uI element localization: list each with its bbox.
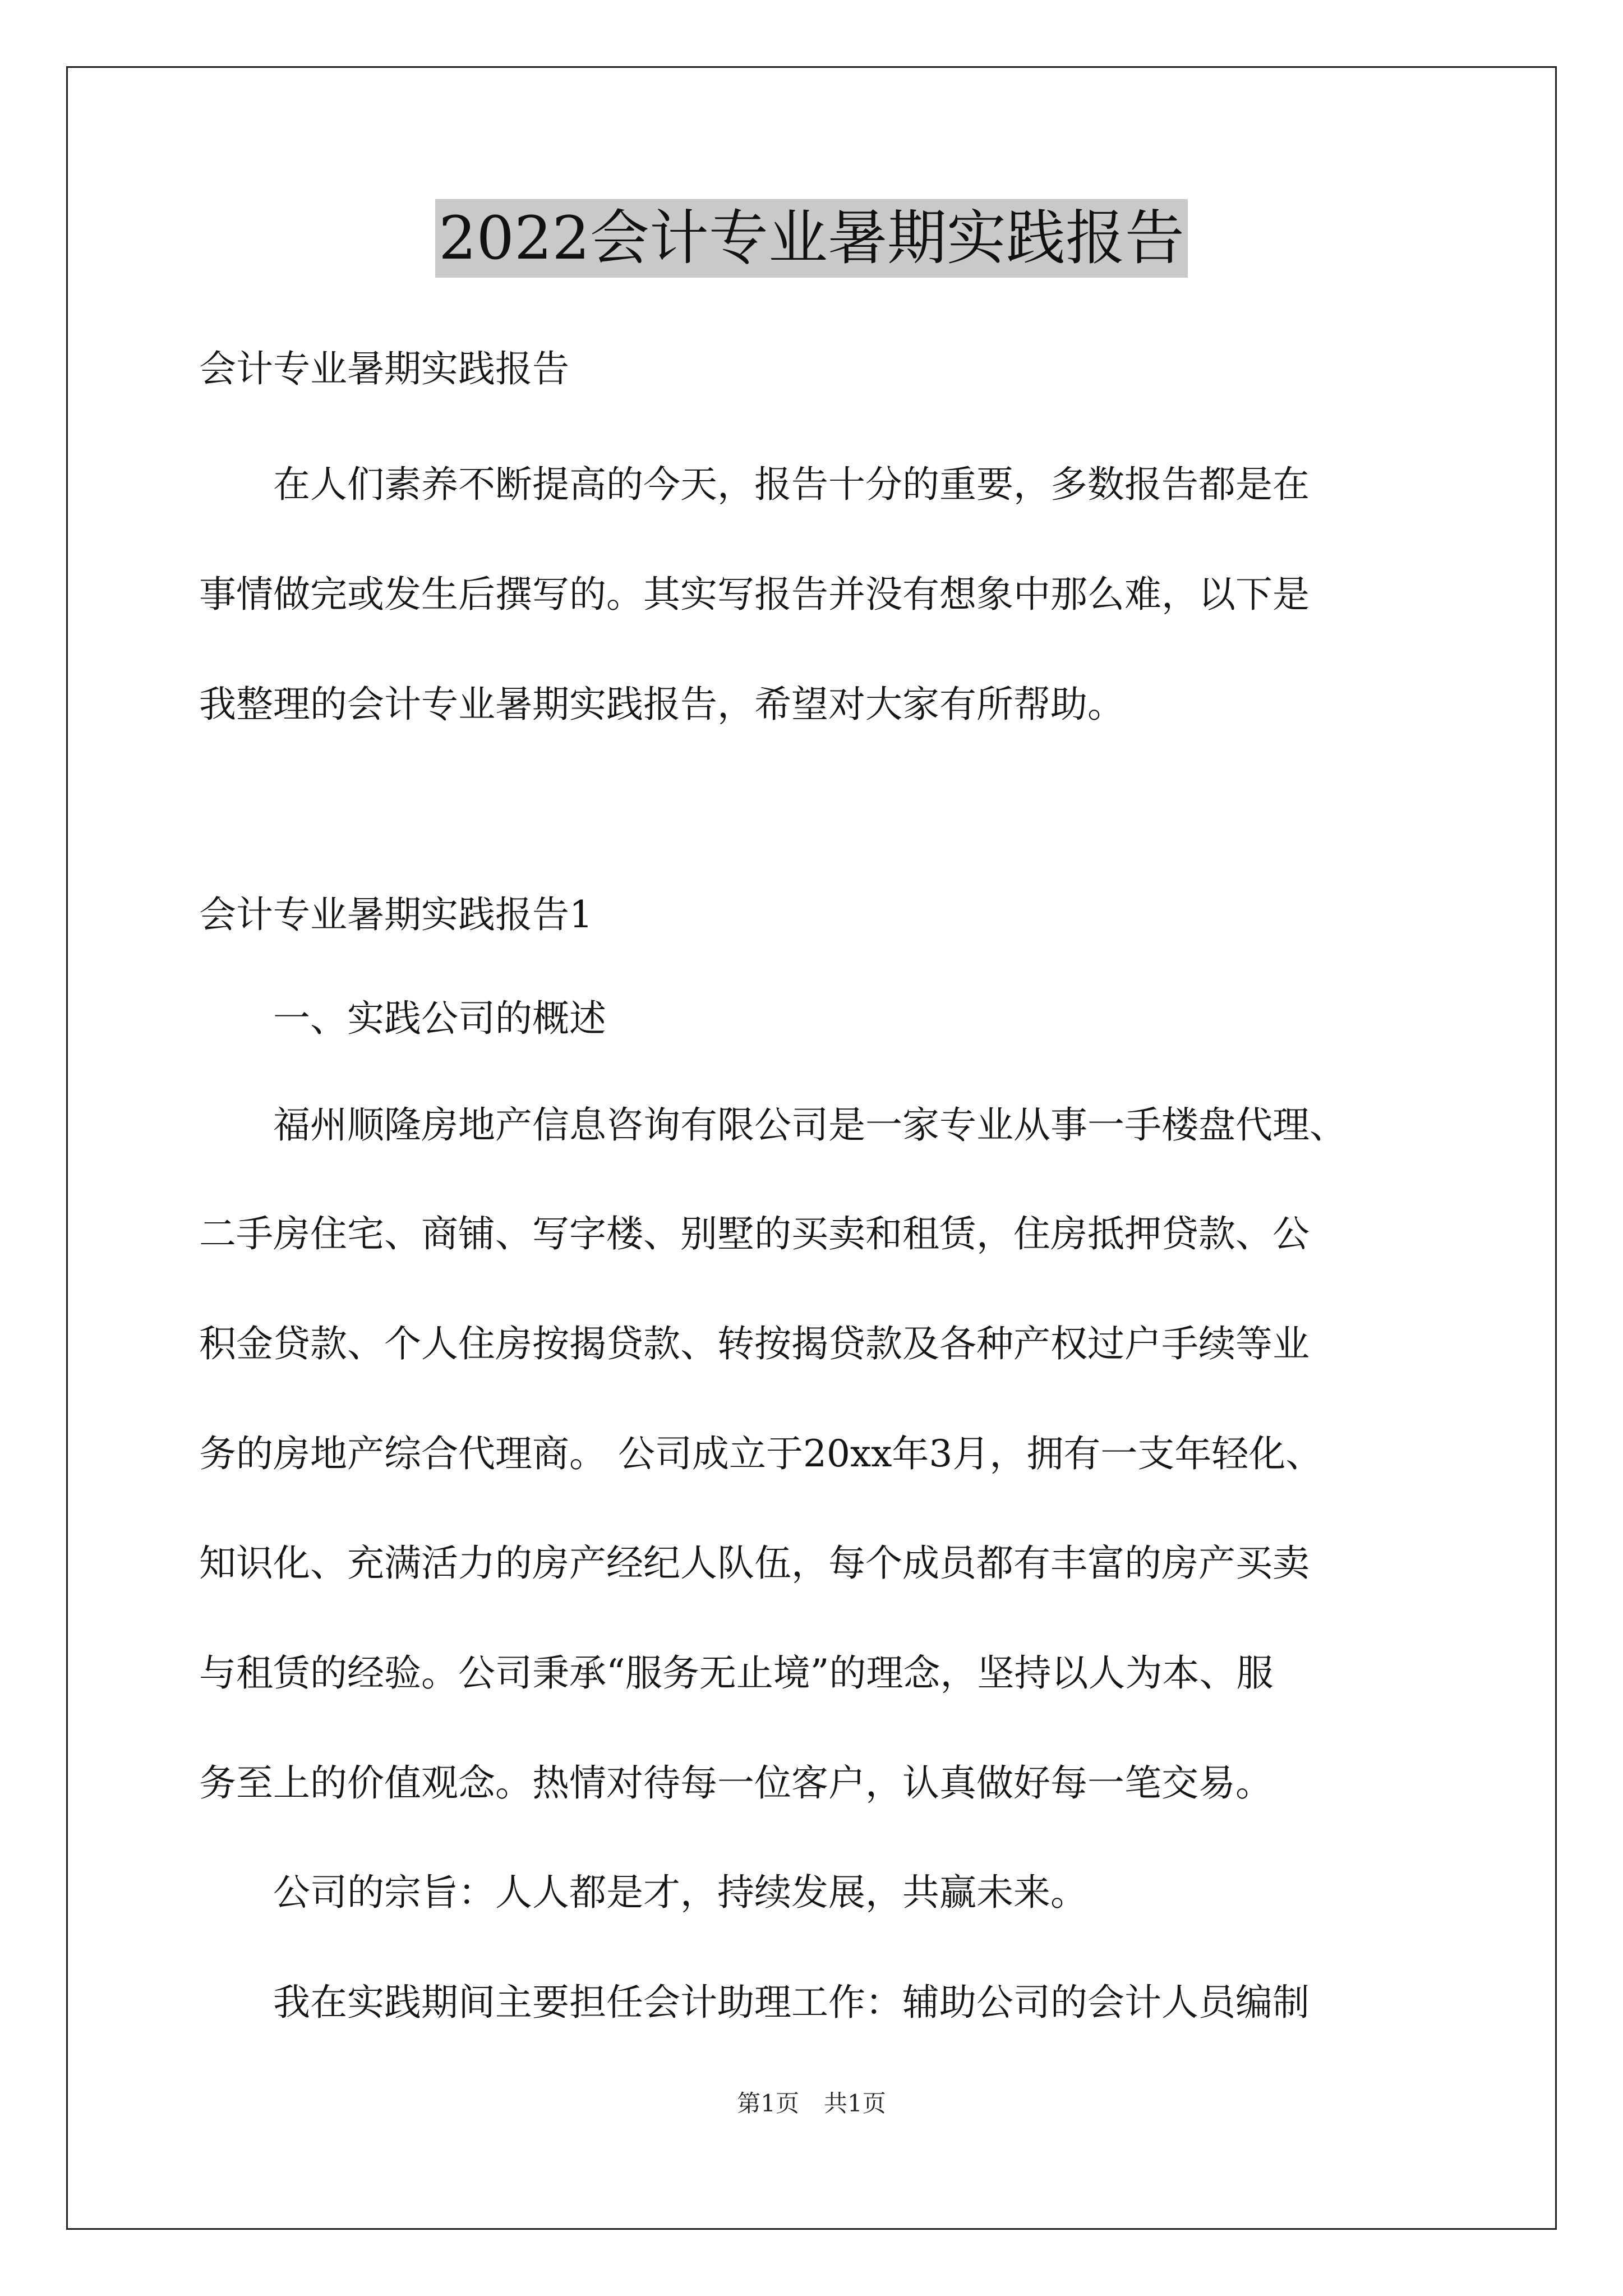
paragraph-line: 知识化、充满活力的房产经纪人队伍，每个成员都有丰富的房产买卖 [199, 1542, 1310, 1585]
paragraph-line: 我在实践期间主要担任会计助理工作：辅助公司的会计人员编制 [199, 1981, 1310, 2024]
paragraph-line: 务至上的价值观念。热情对待每一位客户，认真做好每一笔交易。 [199, 1761, 1272, 1805]
paragraph-line: 福州顺隆房地产信息咨询有限公司是一家专业从事一手楼盘代理、 [199, 1103, 1347, 1147]
subsection-heading: 一、实践公司的概述 [199, 997, 606, 1040]
paragraph-line: 二手房住宅、商铺、写字楼、别墅的买卖和租赁，住房抵押贷款、公 [199, 1212, 1310, 1255]
document-title: 2022会计专业暑期实践报告 [435, 199, 1188, 278]
section-heading: 会计专业暑期实践报告1 [199, 893, 593, 936]
paragraph-line: 在人们素养不断提高的今天，报告十分的重要，多数报告都是在 [199, 463, 1310, 506]
page-number: 第1页 [737, 2090, 799, 2117]
paragraph-line: 积金贷款、个人住房按揭贷款、转按揭贷款及各种产权过户手续等业 [199, 1322, 1310, 1365]
paragraph-line: 与租赁的经验。公司秉承“服务无止境”的理念，坚持以人为本、服 [199, 1651, 1274, 1695]
paragraph-line: 我整理的会计专业暑期实践报告，希望对大家有所帮助。 [199, 683, 1124, 726]
title-container [0, 199, 1623, 278]
page-total: 共1页 [824, 2090, 886, 2117]
subtitle-line: 会计专业暑期实践报告 [199, 347, 569, 390]
page-footer [0, 2087, 1623, 2120]
paragraph-line: 务的房地产综合代理商。 公司成立于20xx年3月，拥有一支年轻化、 [199, 1432, 1323, 1475]
paragraph-line: 事情做完或发生后撰写的。其实写报告并没有想象中那么难，以下是 [199, 573, 1310, 616]
paragraph-line: 公司的宗旨：人人都是才，持续发展，共赢未来。 [199, 1871, 1087, 1914]
